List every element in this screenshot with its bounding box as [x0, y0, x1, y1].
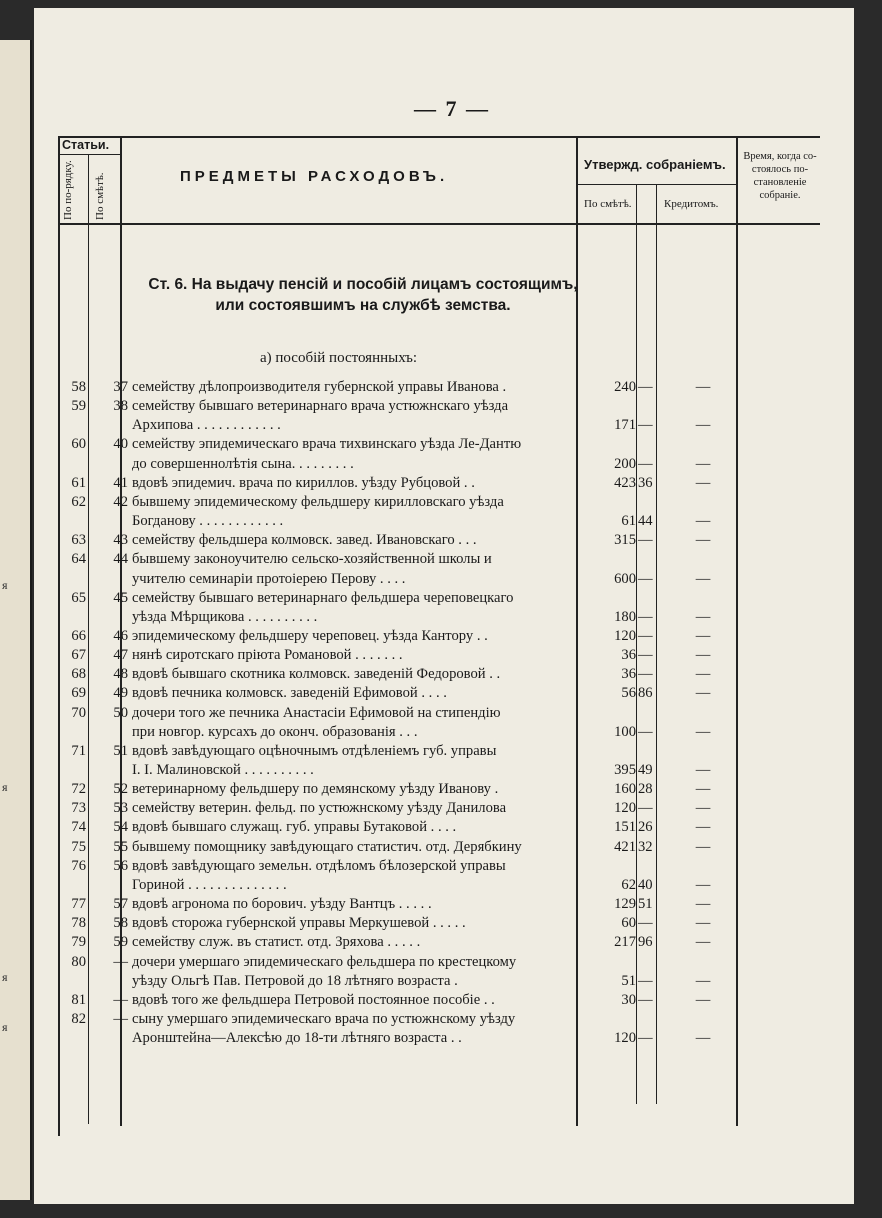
credit-value: —	[695, 838, 711, 855]
amount-rubles: 56	[621, 685, 636, 702]
estimate-number: 49	[113, 685, 128, 702]
row-text: сыну умершаго эпидемическаго врача по устюжнскому уѣзду	[132, 1010, 516, 1027]
amount-rubles: 160	[614, 781, 636, 798]
row-text: дочери умершаго эпидемическаго фельдшера по крестецкому	[132, 953, 517, 970]
credit-value: —	[695, 972, 711, 989]
row-number: 64	[71, 551, 86, 568]
row-number: 76	[71, 857, 86, 874]
amount-kopecks: 32	[638, 838, 653, 855]
credit-value: —	[695, 532, 711, 549]
row-number: 62	[71, 493, 86, 510]
estimate-number: 45	[113, 589, 128, 606]
credit-value: —	[695, 513, 711, 530]
credit-value: —	[695, 915, 711, 932]
row-text: вдовѣ бывшаго служащ. губ. управы Бутаковой . . . .	[132, 819, 457, 836]
row-text: уѣзда Мѣрщикова . . . . . . . . . .	[132, 608, 318, 625]
section-heading	[124, 274, 602, 316]
amount-kopecks: —	[638, 455, 653, 472]
row-number: 73	[71, 800, 86, 817]
row-text: при новгор. курсахъ до оконч. образованія . . .	[132, 723, 418, 740]
credit-value: —	[695, 723, 711, 740]
row-number: 65	[71, 589, 86, 606]
row-text: вдовѣ эпидемич. врача по кириллов. уѣзду Рубцовой . .	[132, 474, 475, 491]
amount-kopecks: —	[638, 666, 653, 683]
estimate-number: 46	[113, 627, 128, 644]
amount-kopecks: —	[638, 915, 653, 932]
row-number: 78	[71, 915, 86, 932]
row-text: бывшему законоучителю сельско-хозяйственной школы и	[132, 551, 492, 568]
amount-rubles: 100	[614, 723, 636, 740]
amount-rubles: 315	[614, 532, 636, 549]
amount-rubles: 61	[621, 513, 636, 530]
amount-kopecks: 40	[638, 876, 653, 893]
amount-kopecks: —	[638, 800, 653, 817]
header-top-rule	[58, 136, 820, 138]
estimate-number: 38	[113, 398, 128, 415]
row-number: 74	[71, 819, 86, 836]
row-number: 69	[71, 685, 86, 702]
margin-letter: я	[2, 1020, 8, 1034]
estimate-number: 41	[113, 474, 128, 491]
credit-value: —	[695, 647, 711, 664]
row-text: нянѣ сиротскаго пріюта Романовой . . . . . . .	[132, 647, 403, 664]
col-line-cred	[736, 136, 738, 1126]
amount-kopecks: —	[638, 379, 653, 395]
amount-rubles: 151	[614, 819, 636, 836]
margin-letter: я	[2, 780, 8, 794]
page-number: — 7 —	[414, 96, 490, 121]
amount-rubles: 240	[614, 379, 636, 395]
col-smeta-header: По смѣтѣ.	[584, 198, 632, 210]
section-line-1: Ст. 6. На выдачу пенсій и пособій лицамъ состоящимъ,	[148, 276, 578, 293]
amount-rubles: 120	[614, 800, 636, 817]
amount-kopecks: 28	[638, 781, 653, 798]
amount-rubles: 200	[614, 455, 636, 472]
row-text: семейству бывшаго ветеринарнаго фельдшера череповецкаго	[132, 589, 514, 606]
credit-value: —	[695, 627, 711, 644]
credit-value: —	[695, 934, 711, 951]
row-number: 67	[71, 647, 86, 664]
row-text: ветеринарному фельдшеру по демянскому уѣзду Иванову .	[132, 781, 499, 798]
row-text: уѣзду Ольгѣ Пав. Петровой до 18 лѣтняго возраста .	[132, 972, 458, 989]
stati-rule	[58, 154, 120, 155]
row-number: 80	[71, 953, 86, 970]
row-number: 68	[71, 666, 86, 683]
row-number: 60	[71, 436, 86, 453]
po-poryadku-header: По по-рядку.	[62, 160, 74, 220]
estimate-number: 50	[113, 704, 128, 721]
amount-rubles: 395	[614, 762, 636, 778]
estimate-number: 40	[113, 436, 128, 453]
amount-kopecks: 96	[638, 934, 653, 951]
table-title: ПРЕДМЕТЫ РАСХОДОВЪ.	[180, 168, 449, 185]
estimate-number: —	[113, 1010, 128, 1027]
amount-kopecks: —	[638, 991, 653, 1008]
estimate-number: —	[113, 991, 128, 1008]
document-page	[34, 8, 854, 1204]
amount-kopecks: —	[638, 570, 653, 587]
amount-kopecks: 86	[638, 685, 653, 702]
row-text: вдовѣ агронома по борович. уѣзду Вантцъ . . . . .	[132, 896, 432, 913]
row-number: 81	[71, 991, 86, 1008]
amount-rubles: 30	[621, 991, 636, 1008]
amount-kopecks: —	[638, 627, 653, 644]
po-smete-header: По смѣтѣ.	[94, 172, 106, 220]
row-text: семейству ветерин. фельд. по устюжнскому уѣзду Данилова	[132, 800, 507, 817]
estimate-number: —	[113, 953, 128, 970]
amount-kopecks: 26	[638, 819, 653, 836]
row-number: 63	[71, 532, 86, 549]
row-text: вдовѣ завѣдующаго оцѣночнымъ отдѣленіемъ губ. управы	[132, 742, 497, 759]
amount-rubles: 120	[614, 627, 636, 644]
credit-value: —	[695, 474, 711, 491]
amount-rubles: 120	[614, 1030, 636, 1047]
amount-kopecks: 44	[638, 513, 653, 530]
credit-value: —	[695, 417, 711, 434]
credit-value: —	[695, 685, 711, 702]
credit-value: —	[695, 781, 711, 798]
estimate-number: 47	[113, 647, 128, 664]
row-number: 82	[71, 1010, 86, 1027]
row-text: семейству дѣлопроизводителя губернской управы Иванова .	[132, 379, 507, 395]
estimate-number: 52	[113, 781, 128, 798]
credit-value: —	[695, 819, 711, 836]
left-page-edge	[0, 40, 32, 1200]
row-number: 77	[71, 896, 86, 913]
row-text: семейству эпидемическаго врача тихвинскаго уѣзда Ле-Дантю	[132, 436, 522, 453]
row-text: семейству служ. въ статист. отд. Зряхова . . . . .	[132, 934, 421, 951]
row-number: 66	[71, 627, 86, 644]
margin-letter: я	[2, 970, 8, 984]
estimate-number: 58	[113, 915, 128, 932]
amount-kopecks: 49	[638, 762, 653, 778]
row-text: вдовѣ печника колмовск. заведеній Ефимовой . . . .	[132, 685, 447, 702]
row-text: Богданову . . . . . . . . . . . .	[132, 513, 284, 530]
amount-rubles: 51	[621, 972, 636, 989]
margin-letter: я	[2, 578, 8, 592]
amount-kopecks: —	[638, 1030, 653, 1047]
row-number: 58	[71, 379, 86, 395]
row-text: учителю семинаріи протоіерею Перову . . . .	[132, 570, 406, 587]
amount-rubles: 217	[614, 934, 636, 951]
subsection-heading: а) пособій постоянныхъ:	[260, 350, 418, 366]
estimate-number: 37	[113, 379, 128, 395]
estimate-number: 57	[113, 896, 128, 913]
credit-value: —	[695, 1030, 711, 1047]
estimate-number: 53	[113, 800, 128, 817]
row-number: 75	[71, 838, 86, 855]
credit-value: —	[695, 762, 711, 778]
row-number: 79	[71, 934, 86, 951]
amount-rubles: 180	[614, 608, 636, 625]
amount-rubles: 171	[614, 417, 636, 434]
vremya-header: Время, когда со-стоялось по-становленіе собраніе.	[743, 151, 817, 201]
estimate-number: 56	[113, 857, 128, 874]
row-text: I. I. Малиновской . . . . . . . . . .	[132, 762, 314, 778]
amount-rubles: 421	[614, 838, 636, 855]
credit-value: —	[695, 608, 711, 625]
row-text: бывшему эпидемическому фельдшеру кирилловскаго уѣзда	[132, 493, 504, 510]
estimate-number: 59	[113, 934, 128, 951]
row-text: Аронштейна—Алексѣю до 18-ти лѣтняго возраста . .	[132, 1030, 462, 1047]
row-number: 61	[71, 474, 86, 491]
estimate-number: 44	[113, 551, 128, 568]
estimate-number: 42	[113, 493, 128, 510]
credit-value: —	[695, 991, 711, 1008]
credit-value: —	[695, 455, 711, 472]
amount-rubles: 423	[614, 474, 636, 491]
amount-kopecks: —	[638, 417, 653, 434]
row-number: 70	[71, 704, 86, 721]
credit-value: —	[695, 379, 711, 395]
amount-kopecks: —	[638, 532, 653, 549]
estimate-number: 55	[113, 838, 128, 855]
col-kredit-header: Кредитомъ.	[664, 198, 719, 210]
row-text: семейству бывшаго ветеринарнаго врача устюжнскаго уѣзда	[132, 398, 509, 415]
row-number: 71	[71, 742, 86, 759]
estimate-number: 43	[113, 532, 128, 549]
section-line-2: или состоявшимъ на службѣ земства.	[215, 297, 511, 314]
row-text: дочери того же печника Анастасіи Ефимовой на стипендію	[132, 704, 501, 721]
row-text: семейству фельдшера колмовск. завед. Ивановскаго . . .	[132, 532, 477, 549]
amount-rubles: 36	[621, 666, 636, 683]
credit-value: —	[695, 876, 711, 893]
amount-rubles: 60	[621, 915, 636, 932]
amount-kopecks: —	[638, 972, 653, 989]
row-text: эпидемическому фельдшеру череповец. уѣзда Кантору . .	[132, 627, 488, 644]
row-text: вдовѣ того же фельдшера Петровой постоянное пособіе . .	[132, 991, 495, 1008]
row-text: вдовѣ завѣдующаго земельн. отдѣломъ бѣлозерской управы	[132, 857, 506, 874]
amount-kopecks: 36	[638, 474, 653, 491]
amount-kopecks: —	[638, 647, 653, 664]
row-number: 72	[71, 781, 86, 798]
row-number: 59	[71, 398, 86, 415]
utverzhd-header: Утвержд. собраніемъ.	[584, 157, 726, 172]
credit-value: —	[695, 896, 711, 913]
amount-kopecks: 51	[638, 896, 653, 913]
estimate-number: 48	[113, 666, 128, 683]
stati-header: Статьи.	[62, 138, 110, 152]
credit-value: —	[695, 666, 711, 683]
amount-rubles: 62	[621, 876, 636, 893]
header-bottom-rule	[58, 223, 820, 225]
row-text: бывшему помощнику завѣдующаго статистич. отд. Дерябкину	[132, 838, 522, 855]
row-text: до совершеннолѣтія сына. . . . . . . . .	[132, 455, 354, 472]
amount-rubles: 36	[621, 647, 636, 664]
estimate-number: 51	[113, 742, 128, 759]
amount-rubles: 129	[614, 896, 636, 913]
row-text: Гориной . . . . . . . . . . . . . .	[132, 876, 287, 893]
estimate-number: 54	[113, 819, 128, 836]
credit-value: —	[695, 800, 711, 817]
utverzhd-rule	[576, 184, 736, 185]
row-text: вдовѣ сторожа губернской управы Меркушевой . . . . .	[132, 915, 466, 932]
col-line-rub	[636, 184, 637, 1104]
row-text: Архипова . . . . . . . . . . . .	[132, 417, 281, 434]
amount-rubles: 600	[614, 570, 636, 587]
amount-kopecks: —	[638, 723, 653, 740]
credit-value: —	[695, 570, 711, 587]
row-text: вдовѣ бывшаго скотника колмовск. заведеній Федоровой . .	[132, 666, 501, 683]
amount-kopecks: —	[638, 608, 653, 625]
